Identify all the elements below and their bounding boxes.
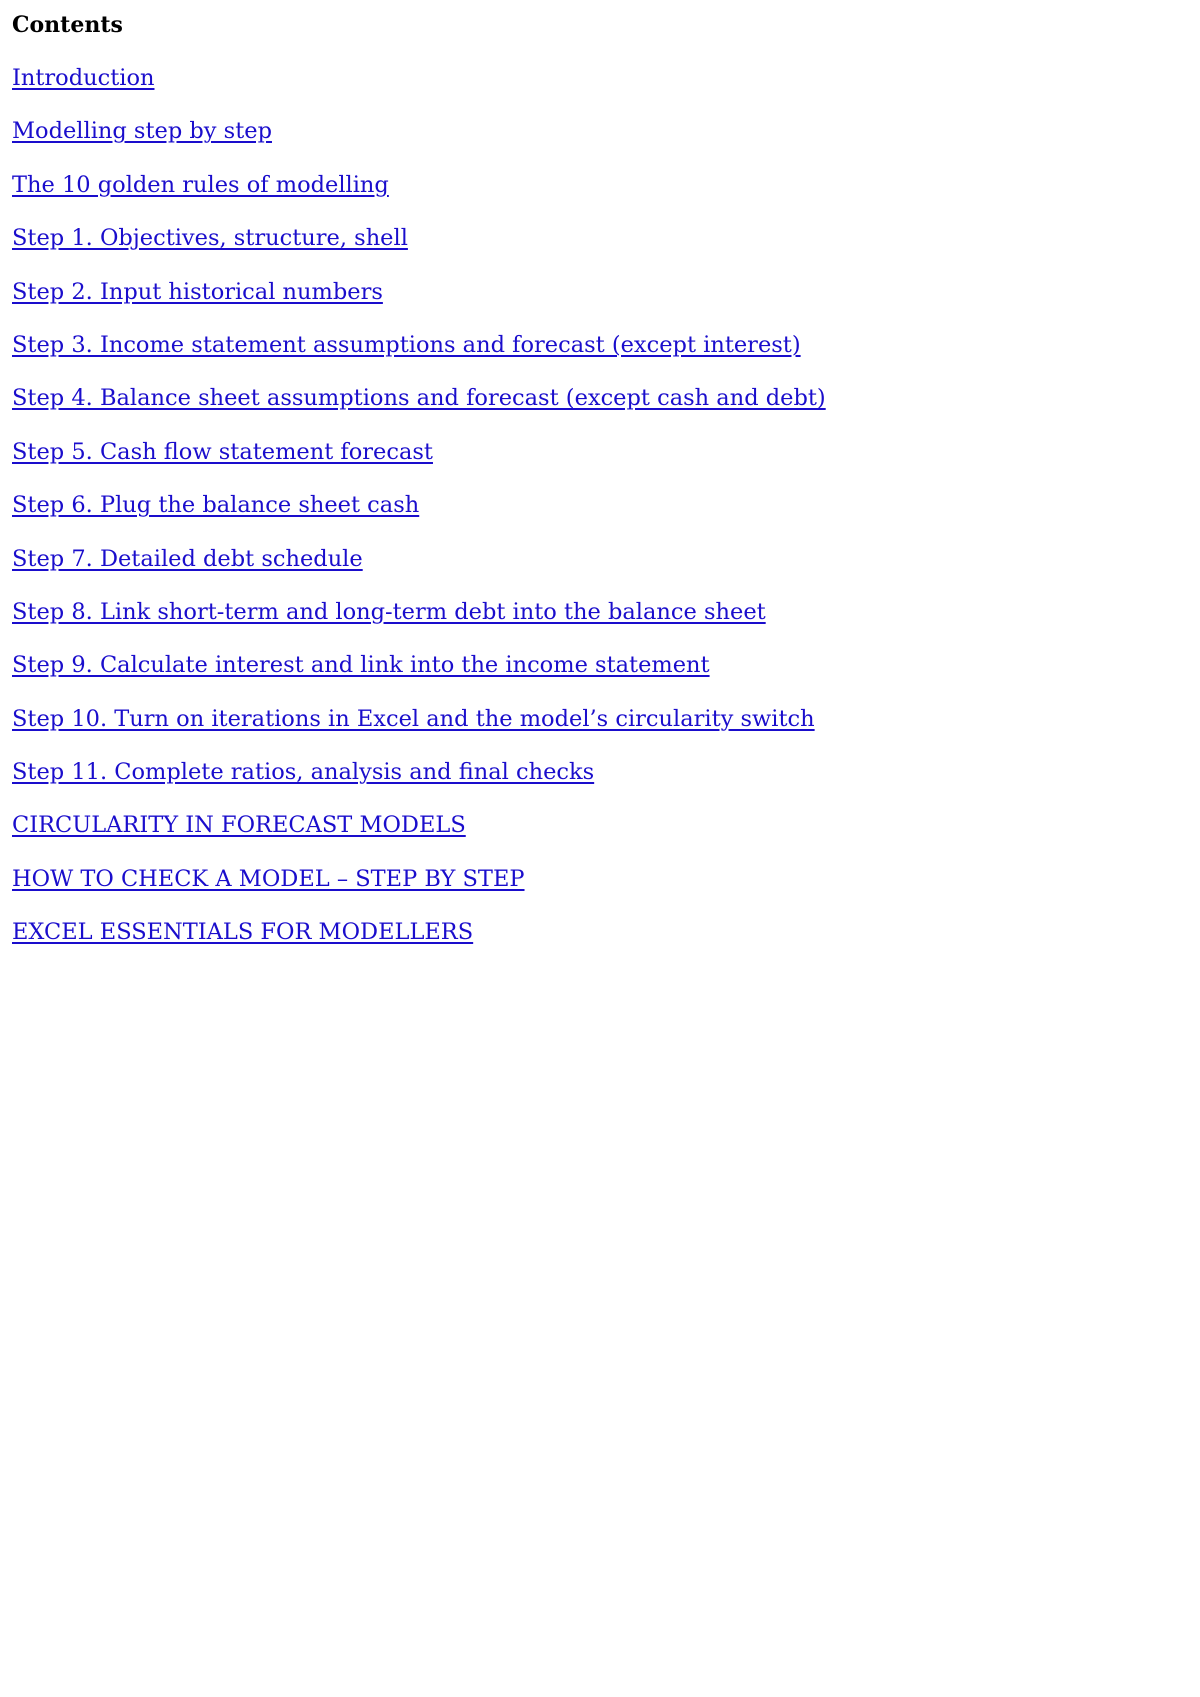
toc-link-step-1[interactable]: Step 1. Objectives, structure, shell	[12, 225, 408, 252]
toc-link-step-10[interactable]: Step 10. Turn on iterations in Excel and the model’s circularity switch	[12, 705, 815, 732]
toc-item	[12, 916, 826, 969]
toc-link-modelling-step-by-step[interactable]: Modelling step by step	[12, 118, 272, 145]
table-of-contents	[12, 62, 826, 970]
toc-link-step-2[interactable]: Step 2. Input historical numbers	[12, 278, 383, 305]
toc-link-step-6[interactable]: Step 6. Plug the balance sheet cash	[12, 492, 420, 519]
toc-item	[12, 809, 826, 862]
toc-link-golden-rules[interactable]: The 10 golden rules of modelling	[12, 171, 389, 198]
toc-item	[12, 329, 826, 382]
toc-link-check-model[interactable]: HOW TO CHECK A MODEL – STEP BY STEP	[12, 865, 525, 892]
toc-item	[12, 489, 826, 542]
toc-link-step-8[interactable]: Step 8. Link short-term and long-term debt into the balance sheet	[12, 598, 766, 625]
toc-item	[12, 276, 826, 329]
toc-item	[12, 115, 826, 168]
toc-item	[12, 169, 826, 222]
toc-link-circularity[interactable]: CIRCULARITY IN FORECAST MODELS	[12, 812, 466, 839]
toc-item	[12, 543, 826, 596]
toc-link-step-3[interactable]: Step 3. Income statement assumptions and forecast (except interest)	[12, 331, 801, 358]
toc-link-introduction[interactable]: Introduction	[12, 65, 155, 91]
toc-link-step-7[interactable]: Step 7. Detailed debt schedule	[12, 545, 363, 572]
toc-item	[12, 222, 826, 275]
toc-item	[12, 703, 826, 756]
toc-link-step-5[interactable]: Step 5. Cash flow statement forecast	[12, 438, 433, 465]
toc-link-step-9[interactable]: Step 9. Calculate interest and link into the income statement	[12, 652, 710, 679]
toc-item	[12, 756, 826, 809]
toc-item	[12, 596, 826, 649]
contents-heading: Contents	[12, 12, 123, 38]
toc-item	[12, 863, 826, 916]
toc-item	[12, 62, 826, 115]
toc-item	[12, 436, 826, 489]
toc-link-step-11[interactable]: Step 11. Complete ratios, analysis and final checks	[12, 759, 595, 786]
toc-link-excel-essentials[interactable]: EXCEL ESSENTIALS FOR MODELLERS	[12, 919, 474, 946]
toc-item	[12, 649, 826, 702]
toc-link-step-4[interactable]: Step 4. Balance sheet assumptions and forecast (except cash and debt)	[12, 385, 826, 412]
toc-item	[12, 382, 826, 435]
